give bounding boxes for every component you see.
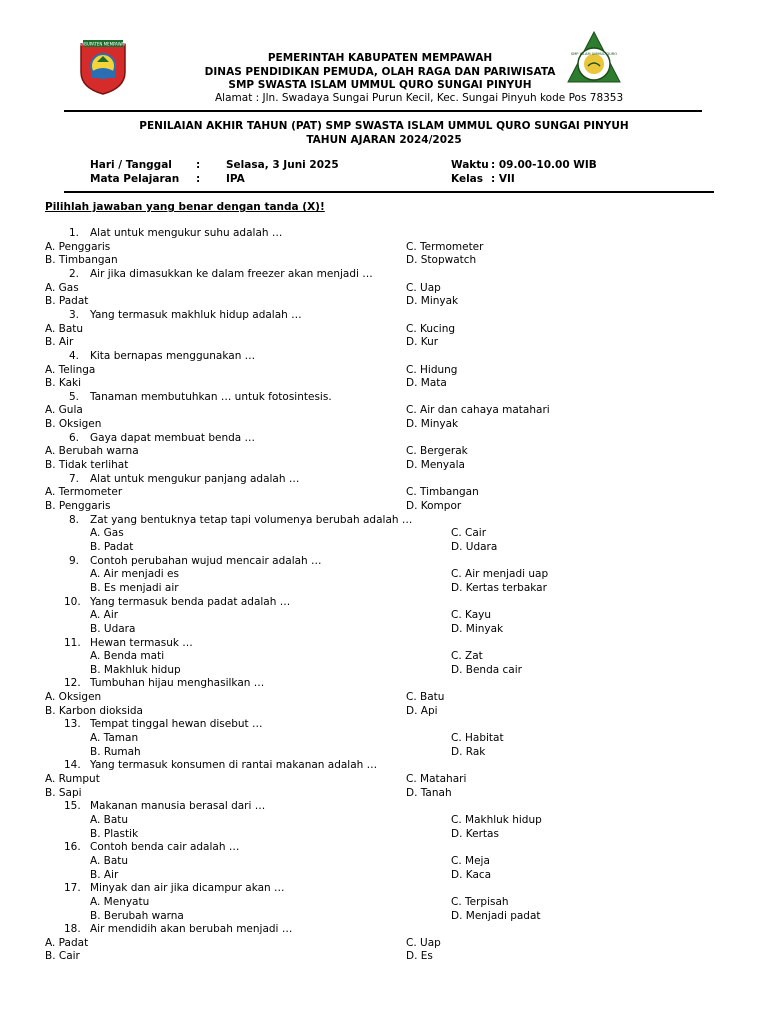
- question-number: 3.: [69, 308, 80, 321]
- header-address: Alamat : Jln. Swadaya Sungai Purun Kecil, Kec. Sungai Pinyuh kode Pos 78353: [215, 92, 624, 104]
- question-text: Makanan manusia berasal dari …: [90, 800, 266, 813]
- option-c[interactable]: C. Batu: [406, 691, 445, 704]
- subject-separator: :: [196, 173, 201, 185]
- option-a[interactable]: A. Gas: [45, 281, 79, 294]
- option-b[interactable]: B. Rumah: [90, 745, 141, 758]
- option-b[interactable]: B. Kaki: [45, 377, 82, 390]
- question-text: Gaya dapat membuat benda …: [90, 431, 256, 444]
- question-text: Air jika dimasukkan ke dalam freezer akan menjadi …: [90, 267, 373, 280]
- question-number: 12.: [64, 677, 81, 690]
- exam-year: TAHUN AJARAN 2024/2025: [306, 134, 462, 146]
- class-value: : VII: [491, 173, 515, 185]
- option-b[interactable]: B. Berubah warna: [90, 909, 184, 922]
- option-b[interactable]: B. Plastik: [90, 827, 139, 840]
- question-number: 14.: [64, 759, 81, 772]
- option-c[interactable]: C. Hidung: [406, 363, 458, 376]
- option-c[interactable]: C. Meja: [451, 854, 490, 867]
- subject-label: Mata Pelajaran: [90, 173, 180, 185]
- question-text: Hewan termasuk …: [90, 636, 193, 649]
- question-text: Air mendidih akan berubah menjadi …: [90, 923, 293, 936]
- header-government: PEMERINTAH KABUPATEN MEMPAWAH: [267, 52, 493, 64]
- option-a[interactable]: A. Batu: [90, 813, 129, 826]
- option-b[interactable]: B. Tidak terlihat: [45, 459, 129, 472]
- option-a[interactable]: A. Berubah warna: [45, 445, 139, 458]
- option-a[interactable]: A. Air: [90, 609, 119, 622]
- option-a[interactable]: A. Menyatu: [90, 895, 150, 908]
- svg-text:KABUPATEN MEMPAWAH: KABUPATEN MEMPAWAH: [78, 41, 128, 47]
- header-department: DINAS PENDIDIKAN PEMUDA, OLAH RAGA DAN PARIWISATA: [204, 66, 556, 78]
- option-a[interactable]: A. Gas: [90, 527, 124, 540]
- option-b[interactable]: B. Air: [90, 868, 119, 881]
- option-b[interactable]: B. Es menjadi air: [90, 581, 179, 594]
- option-b[interactable]: B. Karbon dioksida: [45, 704, 143, 717]
- option-b[interactable]: B. Padat: [90, 540, 134, 553]
- question-number: 7.: [69, 472, 80, 485]
- option-b[interactable]: B. Timbangan: [45, 254, 118, 267]
- option-a[interactable]: A. Padat: [45, 936, 89, 949]
- day-label: Hari / Tanggal: [90, 159, 172, 171]
- option-a[interactable]: A. Termometer: [45, 486, 123, 499]
- option-a[interactable]: A. Taman: [90, 732, 139, 745]
- option-a[interactable]: A. Rumput: [45, 773, 100, 785]
- question-text: Yang termasuk makhluk hidup adalah …: [90, 308, 302, 321]
- question-text: Minyak dan air jika dicampur akan …: [90, 882, 285, 895]
- option-b[interactable]: B. Udara: [90, 622, 136, 635]
- question-text: Tanaman membutuhkan … untuk fotosintesis.: [90, 390, 332, 403]
- question-text: Contoh benda cair adalah …: [90, 841, 240, 854]
- question-text: Yang termasuk benda padat adalah …: [90, 595, 291, 608]
- option-d[interactable]: D. Minyak: [406, 295, 459, 308]
- info-divider: [64, 191, 714, 193]
- option-a[interactable]: A. Batu: [45, 322, 84, 335]
- option-a[interactable]: A. Penggaris: [45, 240, 111, 253]
- option-c[interactable]: C. Bergerak: [406, 445, 468, 458]
- option-c[interactable]: C. Uap: [406, 281, 441, 294]
- option-c[interactable]: C. Terpisah: [451, 895, 509, 908]
- option-c[interactable]: C. Air menjadi uap: [451, 568, 549, 581]
- question-number: 11.: [64, 636, 81, 649]
- option-c[interactable]: C. Habitat: [451, 732, 504, 745]
- option-c[interactable]: C. Kayu: [451, 609, 492, 622]
- option-b[interactable]: B. Makhluk hidup: [90, 663, 181, 676]
- option-a[interactable]: A. Telinga: [45, 363, 96, 376]
- question-number: 6.: [69, 431, 80, 444]
- option-d[interactable]: D. Stopwatch: [406, 254, 477, 267]
- header-divider: [64, 110, 702, 112]
- option-d[interactable]: D. Kompor: [406, 500, 462, 512]
- option-b[interactable]: B. Air: [45, 336, 74, 349]
- question-number: 4.: [69, 349, 80, 362]
- question-number: 5.: [69, 390, 80, 403]
- time-label: Waktu: [451, 159, 489, 171]
- option-b[interactable]: B. Penggaris: [45, 500, 111, 512]
- class-label: Kelas: [451, 173, 484, 185]
- option-c[interactable]: C. Uap: [406, 936, 441, 949]
- option-d[interactable]: D. Mata: [406, 377, 447, 390]
- svg-text:SMP ISLAM UMMUL QURO: SMP ISLAM UMMUL QURO: [570, 52, 618, 56]
- option-d[interactable]: D. Benda cair: [451, 663, 522, 676]
- option-d[interactable]: D. Api: [406, 704, 438, 717]
- option-d[interactable]: D. Tanah: [406, 786, 452, 799]
- question-number: 15.: [64, 800, 81, 813]
- option-d[interactable]: D. Kertas: [451, 827, 499, 840]
- option-d[interactable]: D. Kertas terbakar: [451, 581, 547, 594]
- option-c[interactable]: C. Timbangan: [406, 486, 479, 499]
- question-number: 2.: [69, 267, 80, 280]
- option-c[interactable]: C. Air dan cahaya matahari: [406, 404, 550, 417]
- question-text: Yang termasuk konsumen di rantai makanan adalah …: [90, 759, 378, 772]
- option-a[interactable]: A. Batu: [90, 854, 129, 867]
- subject-value: IPA: [226, 173, 245, 185]
- option-d[interactable]: D. Udara: [451, 540, 498, 553]
- question-text: Alat untuk mengukur suhu adalah …: [90, 227, 283, 239]
- option-d[interactable]: D. Minyak: [406, 418, 459, 431]
- header-school-name: SMP SWASTA ISLAM UMMUL QURO SUNGAI PINYUH: [228, 79, 532, 91]
- instruction: Pilihlah jawaban yang benar dengan tanda (X)!: [45, 201, 325, 213]
- option-d[interactable]: D. Minyak: [451, 622, 504, 635]
- exam-title: PENILAIAN AKHIR TAHUN (PAT) SMP SWASTA ISLAM UMMUL QURO SUNGAI PINYUH: [139, 120, 629, 132]
- question-number: 16.: [64, 841, 81, 854]
- option-c[interactable]: C. Matahari: [406, 773, 467, 785]
- question-number: 10.: [64, 595, 81, 608]
- question-text: Tempat tinggal hewan disebut …: [90, 718, 263, 731]
- question-number: 1.: [69, 227, 80, 239]
- option-a[interactable]: A. Oksigen: [45, 691, 102, 704]
- option-c[interactable]: C. Makhluk hidup: [451, 813, 542, 826]
- question-text: Alat untuk mengukur panjang adalah …: [90, 472, 300, 485]
- option-a[interactable]: A. Gula: [45, 404, 83, 417]
- option-a[interactable]: A. Air menjadi es: [90, 568, 179, 581]
- question-text: Kita bernapas menggunakan …: [90, 349, 256, 362]
- question-text: Contoh perubahan wujud mencair adalah …: [90, 554, 322, 567]
- option-a[interactable]: A. Benda mati: [90, 650, 165, 663]
- option-d[interactable]: D. Menyala: [406, 459, 465, 472]
- question-number: 18.: [64, 923, 81, 936]
- option-d[interactable]: D. Kur: [406, 336, 439, 349]
- option-d[interactable]: D. Es: [406, 950, 433, 963]
- option-b[interactable]: B. Padat: [45, 295, 89, 308]
- question-number: 8.: [69, 513, 80, 526]
- question-text: Tumbuhan hijau menghasilkan …: [90, 677, 265, 690]
- option-d[interactable]: D. Kaca: [451, 868, 492, 881]
- question-number: 17.: [64, 882, 81, 895]
- option-c[interactable]: C. Kucing: [406, 322, 456, 335]
- option-b[interactable]: B. Oksigen: [45, 418, 102, 431]
- option-d[interactable]: D. Menjadi padat: [451, 909, 541, 922]
- day-separator: :: [196, 159, 201, 171]
- question-text: Zat yang bentuknya tetap tapi volumenya berubah adalah …: [90, 513, 413, 526]
- option-c[interactable]: C. Termometer: [406, 240, 484, 253]
- option-b[interactable]: B. Cair: [45, 950, 80, 963]
- option-d[interactable]: D. Rak: [451, 745, 486, 758]
- option-c[interactable]: C. Cair: [451, 527, 487, 540]
- option-c[interactable]: C. Zat: [451, 650, 483, 663]
- option-b[interactable]: B. Sapi: [45, 786, 82, 799]
- time-value: : 09.00-10.00 WIB: [491, 159, 597, 171]
- question-number: 13.: [64, 718, 81, 731]
- question-number: 9.: [69, 554, 80, 567]
- day-value: Selasa, 3 Juni 2025: [226, 159, 339, 171]
